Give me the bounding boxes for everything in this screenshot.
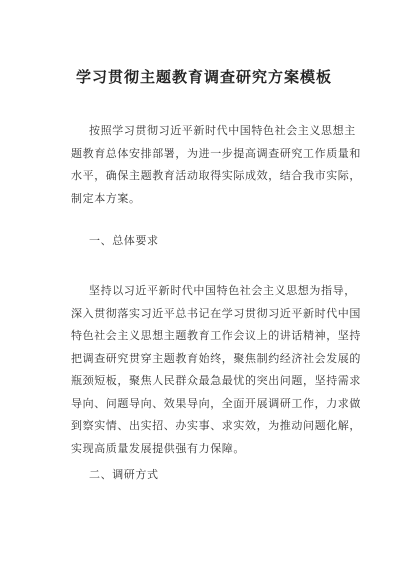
section1-line: 瓶颈短板，聚焦人民群众最急最忧的突出问题，坚持需求 (71, 374, 361, 387)
section1-line: 导向、问题导向、效果导向，全面开展调研工作，力求做 (71, 396, 361, 410)
section1-line: 深入贯彻落实习近平总书记在学习贯彻习近平新时代中国 (71, 306, 361, 320)
intro-line: 制定本方案。 (71, 191, 141, 205)
section-heading-research-methods: 二、调研方式 (89, 468, 159, 481)
document-title: 学习贯彻主题教育调查研究方案模板 (75, 68, 332, 86)
intro-line: 水平，确保主题教育活动取得实际成效，结合我市实际， (71, 169, 361, 182)
section-heading-general-requirements: 一、总体要求 (89, 234, 159, 247)
section1-paragraph (71, 280, 361, 460)
section1-line: 坚持以习近平新时代中国特色社会主义思想为指导， (89, 284, 356, 297)
intro-line: 按照学习贯彻习近平新时代中国特色社会主义思想主 (89, 124, 356, 137)
intro-line: 题教育总体安排部署，为进一步提高调查研究工作质量和 (71, 146, 361, 160)
section1-line: 特色社会主义思想主题教育工作会议上的讲话精神，坚持 (71, 329, 361, 342)
section1-line: 到察实情、出实招、办实事、求实效，为推动问题化解， (71, 419, 361, 432)
intro-paragraph (71, 120, 361, 210)
section1-line: 把调查研究贯穿主题教育始终，聚焦制约经济社会发展的 (71, 351, 361, 365)
section1-line: 实现高质量发展提供强有力保障。 (71, 441, 245, 455)
